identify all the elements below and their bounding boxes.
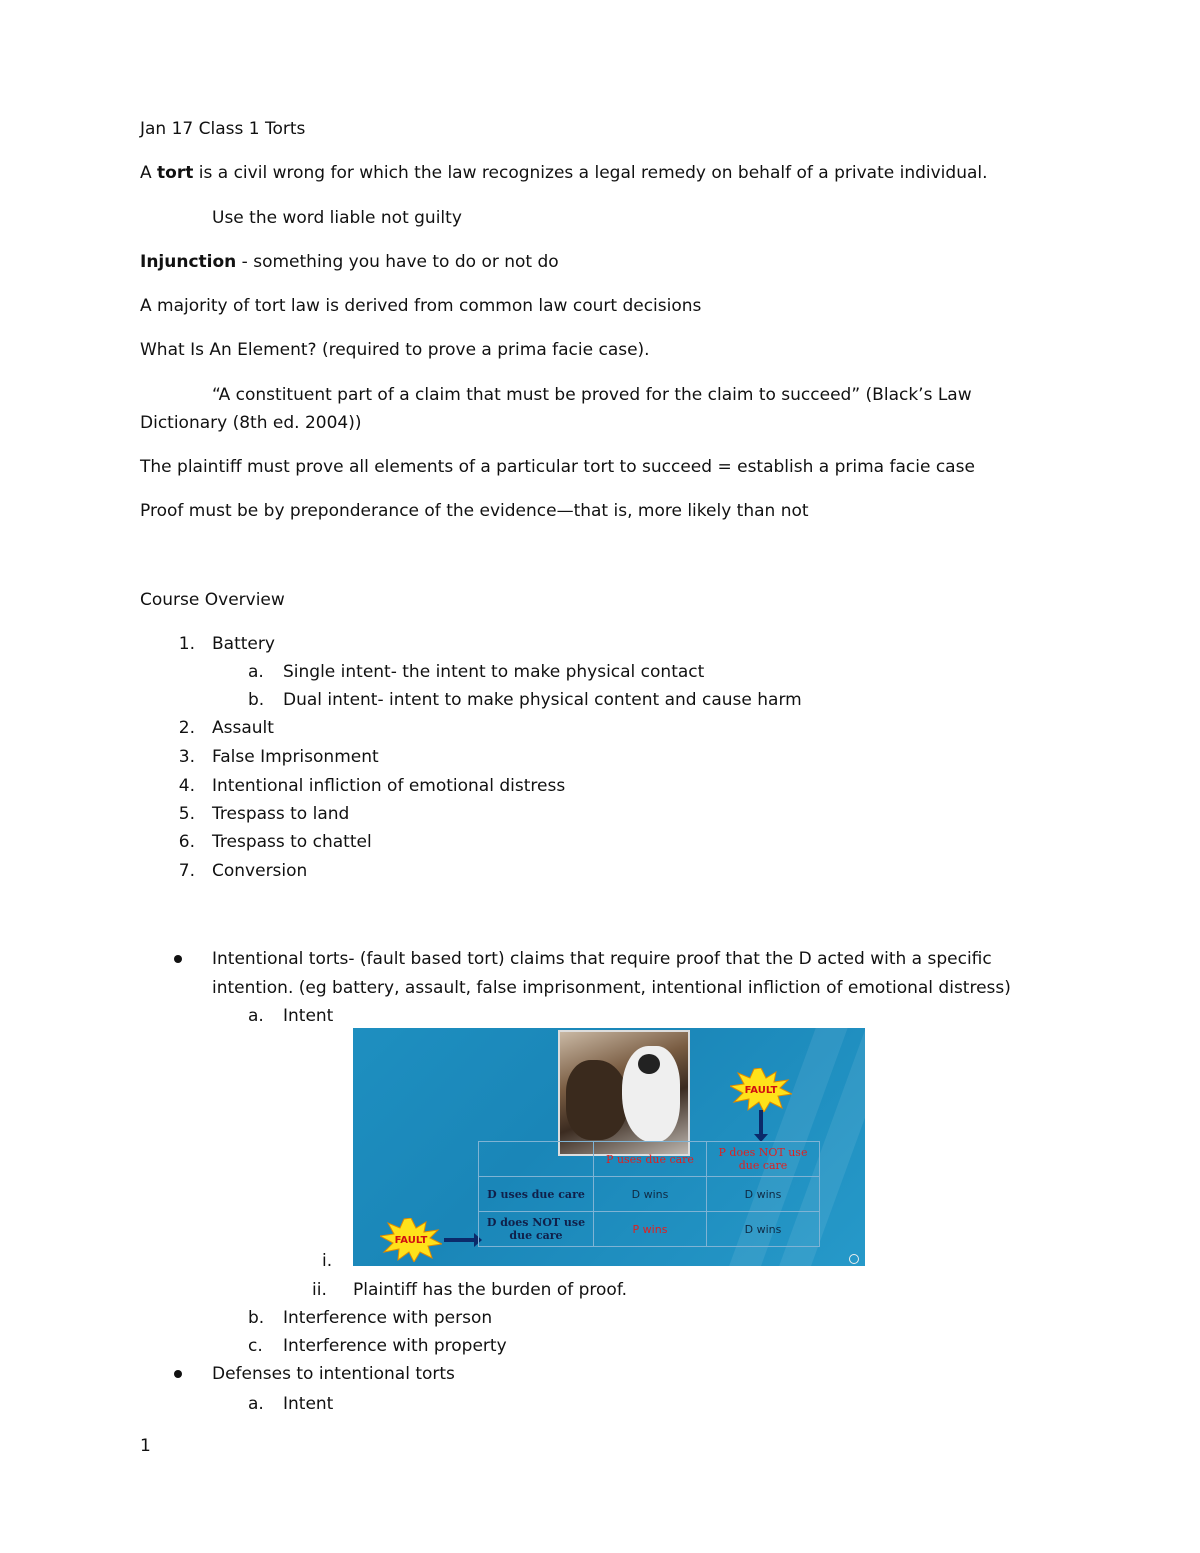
course-overview-heading: Course Overview bbox=[140, 590, 285, 610]
list-letter: b. bbox=[248, 1308, 265, 1328]
list-item: Intentional infliction of emotional distress bbox=[212, 776, 566, 796]
cell-p-wins: P wins bbox=[594, 1212, 707, 1247]
roman-numeral: i. bbox=[322, 1251, 333, 1271]
quote-line-2: Dictionary (8th ed. 2004)) bbox=[140, 413, 362, 433]
majority-note: A majority of tort law is derived from common law court decisions bbox=[140, 296, 702, 316]
list-number: 1. bbox=[178, 634, 195, 654]
list-number: 3. bbox=[178, 747, 195, 767]
fault-matrix-table bbox=[478, 1141, 820, 1247]
arrow-down-icon bbox=[759, 1110, 763, 1136]
tort-term: tort bbox=[157, 163, 194, 183]
list-item: Intent bbox=[283, 1394, 334, 1414]
list-item: Dual intent- intent to make physical content and cause harm bbox=[283, 690, 802, 710]
list-item: Interference with property bbox=[283, 1336, 507, 1356]
list-number: 6. bbox=[178, 832, 195, 852]
list-letter: b. bbox=[248, 690, 265, 710]
roman-numeral: ii. bbox=[312, 1280, 327, 1300]
list-item: Trespass to land bbox=[212, 804, 350, 824]
quote-line-1: “A constituent part of a claim that must be proved for the claim to succeed” (Black’s Law bbox=[212, 385, 972, 405]
arrow-right-icon bbox=[444, 1238, 476, 1242]
header-p-not-due-care: P does NOT use due care bbox=[707, 1142, 820, 1177]
cell-d-wins: D wins bbox=[707, 1177, 820, 1212]
list-item: Assault bbox=[212, 718, 274, 738]
list-number: 4. bbox=[178, 776, 195, 796]
injunction-definition: Injunction - something you have to do or not do bbox=[140, 252, 559, 272]
intentional-torts-line-2: intention. (eg battery, assault, false imprisonment, intentional infliction of emotional distress) bbox=[212, 978, 1011, 998]
list-item: Plaintiff has the burden of proof. bbox=[353, 1280, 627, 1300]
plaintiff-prove-note: The plaintiff must prove all elements of a particular tort to succeed = establish a prima facie case bbox=[140, 457, 975, 477]
fault-burst-icon: FAULT bbox=[380, 1218, 442, 1262]
dogs-fighting-photo bbox=[558, 1030, 690, 1156]
bullet-dot bbox=[174, 955, 182, 963]
list-item: Intent bbox=[283, 1006, 334, 1026]
row-d-uses-due-care: D uses due care bbox=[479, 1177, 594, 1212]
page-number: 1 bbox=[140, 1436, 151, 1456]
bullet-dot bbox=[174, 1370, 182, 1378]
list-letter: c. bbox=[248, 1336, 263, 1356]
cell-d-wins: D wins bbox=[594, 1177, 707, 1212]
list-item: Battery bbox=[212, 634, 275, 654]
list-item: Conversion bbox=[212, 861, 308, 881]
element-question: What Is An Element? (required to prove a prima facie case). bbox=[140, 340, 650, 360]
list-item: Trespass to chattel bbox=[212, 832, 372, 852]
list-number: 2. bbox=[178, 718, 195, 738]
doc-header: Jan 17 Class 1 Torts bbox=[140, 119, 306, 139]
header-p-uses-due-care: P uses due care bbox=[594, 1142, 707, 1177]
cell-d-wins: D wins bbox=[707, 1212, 820, 1247]
list-number: 5. bbox=[178, 804, 195, 824]
list-letter: a. bbox=[248, 662, 264, 682]
list-item: Interference with person bbox=[283, 1308, 493, 1328]
defenses-heading: Defenses to intentional torts bbox=[212, 1364, 455, 1384]
list-item: False Imprisonment bbox=[212, 747, 379, 767]
list-letter: a. bbox=[248, 1006, 264, 1026]
liable-note: Use the word liable not guilty bbox=[212, 208, 462, 228]
list-number: 7. bbox=[178, 861, 195, 881]
refresh-icon bbox=[849, 1254, 859, 1264]
intentional-torts-line-1: Intentional torts- (fault based tort) claims that require proof that the D acted with a specific bbox=[212, 949, 992, 969]
fault-burst-icon: FAULT bbox=[730, 1068, 792, 1112]
table-cell-empty bbox=[479, 1142, 594, 1177]
list-item: Single intent- the intent to make physical contact bbox=[283, 662, 705, 682]
injunction-term: Injunction bbox=[140, 252, 237, 272]
row-d-not-due-care: D does NOT use due care bbox=[479, 1212, 594, 1247]
fault-slide-image bbox=[353, 1028, 865, 1266]
list-letter: a. bbox=[248, 1394, 264, 1414]
proof-note: Proof must be by preponderance of the evidence—that is, more likely than not bbox=[140, 501, 809, 521]
tort-definition: A tort is a civil wrong for which the law recognizes a legal remedy on behalf of a private individual. bbox=[140, 163, 988, 183]
